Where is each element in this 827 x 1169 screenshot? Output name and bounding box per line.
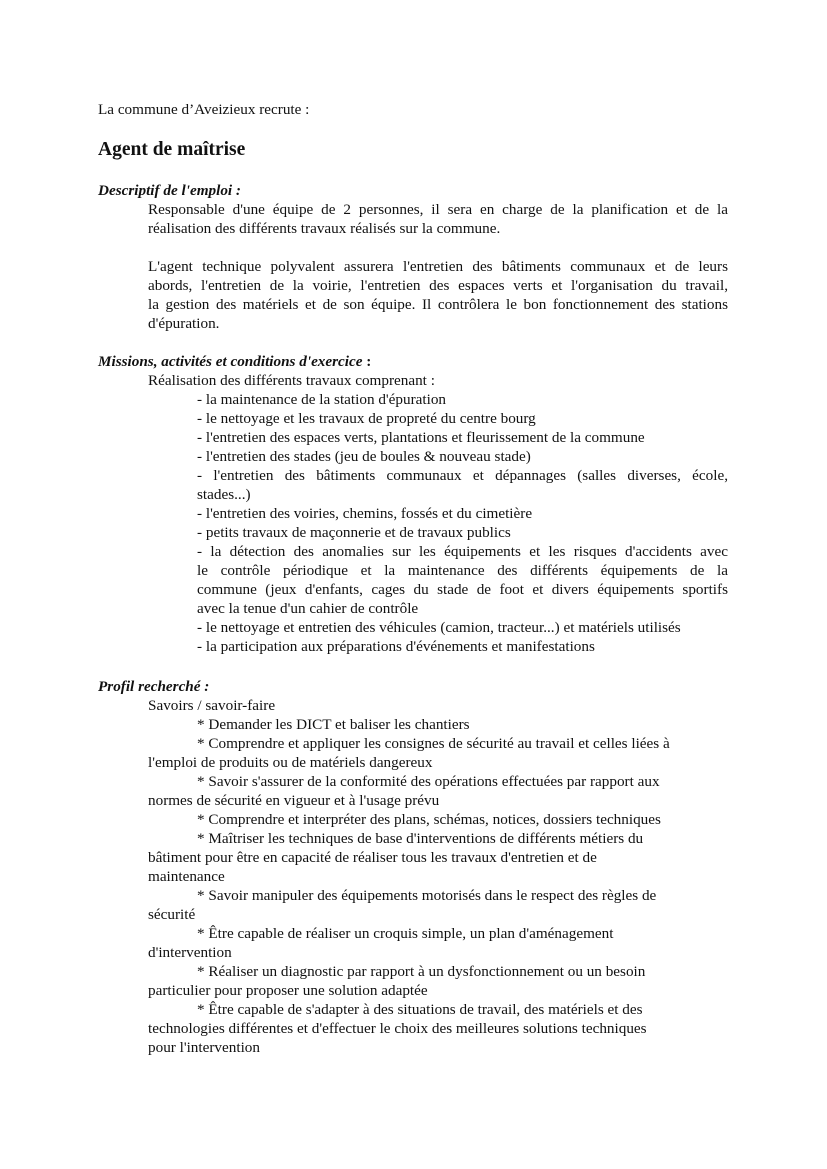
skill-item: * Maîtriser les techniques de base d'interventions de différents métiers du [197, 830, 644, 847]
skill-item-cont: normes de sécurité en vigueur et à l'usage prévu [148, 792, 440, 809]
mission-item-cont: stades...) [197, 486, 251, 503]
section-heading-text: Missions, activités et conditions d'exercice [98, 353, 363, 370]
skill-item-cont: technologies différentes et d'effectuer le choix des meilleures solutions techniques [148, 1020, 647, 1037]
section-heading-descriptif: Descriptif de l'emploi : [98, 182, 241, 199]
missions-intro: Réalisation des différents travaux comprenant : [148, 372, 435, 389]
section-heading-missions [98, 352, 371, 371]
mission-item-cont: le contrôle périodique et la maintenance des différents équipements de la [197, 562, 728, 579]
skill-item-cont: pour l'intervention [148, 1039, 260, 1056]
paragraph-line: réalisation des différents travaux réalisés sur la commune. [148, 220, 501, 237]
skill-item: * Réaliser un diagnostic par rapport à un dysfonctionnement ou un besoin [197, 963, 646, 980]
mission-item: - la participation aux préparations d'événements et manifestations [197, 638, 595, 655]
skill-item: * Être capable de s'adapter à des situations de travail, des matériels et des [197, 1001, 643, 1018]
paragraph-line: L'agent technique polyvalent assurera l'entretien des bâtiments communaux et de leurs [148, 258, 728, 275]
mission-item-cont: commune (jeux d'enfants, cages du stade de foot et divers équipements sportifs [197, 581, 728, 598]
skill-item: * Savoir manipuler des équipements motorisés dans le respect des règles de [197, 887, 657, 904]
mission-item: - petits travaux de maçonnerie et de travaux publics [197, 524, 511, 541]
mission-item: - l'entretien des voiries, chemins, fossés et du cimetière [197, 505, 533, 522]
skill-item-cont: maintenance [148, 868, 225, 885]
mission-item: - la maintenance de la station d'épuration [197, 391, 447, 408]
skill-item-cont: d'intervention [148, 944, 232, 961]
paragraph-line: d'épuration. [148, 315, 220, 332]
section-heading-profil: Profil recherché : [98, 678, 210, 695]
page-title: Agent de maîtrise [98, 139, 246, 160]
skill-item: * Comprendre et appliquer les consignes de sécurité au travail et celles liées à [197, 735, 670, 752]
mission-item: - le nettoyage et entretien des véhicules (camion, tracteur...) et matériels utilisés [197, 619, 681, 636]
mission-item: - l'entretien des stades (jeu de boules & nouveau stade) [197, 448, 531, 465]
mission-item-cont: avec la tenue d'un cahier de contrôle [197, 600, 419, 617]
skill-item: * Savoir s'assurer de la conformité des opérations effectuées par rapport aux [197, 773, 660, 790]
section-heading-colon: : [362, 353, 372, 370]
skill-item: * Être capable de réaliser un croquis simple, un plan d'aménagement [197, 925, 614, 942]
paragraph-line: abords, l'entretien de la voirie, l'entretien des espaces verts et l'organisation du travail, [148, 277, 728, 294]
skill-item-cont: sécurité [148, 906, 196, 923]
profil-subheading: Savoirs / savoir-faire [148, 697, 276, 714]
mission-item: - le nettoyage et les travaux de propreté du centre bourg [197, 410, 536, 427]
skill-item: * Comprendre et interpréter des plans, schémas, notices, dossiers techniques [197, 811, 661, 828]
paragraph-line: la gestion des matériels et de son équipe. Il contrôlera le bon fonctionnement des stations [148, 296, 728, 313]
skill-item-cont: l'emploi de produits ou de matériels dangereux [148, 754, 433, 771]
skill-item-cont: particulier pour proposer une solution adaptée [148, 982, 428, 999]
paragraph-line: Responsable d'une équipe de 2 personnes, il sera en charge de la planification et de la [148, 201, 728, 218]
intro-line: La commune d’Aveizieux recrute : [98, 101, 310, 118]
skill-item: * Demander les DICT et baliser les chantiers [197, 716, 470, 733]
mission-item: - l'entretien des bâtiments communaux et dépannages (salles diverses, école, [197, 467, 728, 484]
skill-item-cont: bâtiment pour être en capacité de réaliser tous les travaux d'entretien et de [148, 849, 597, 866]
mission-item: - la détection des anomalies sur les équipements et les risques d'accidents avec [197, 543, 728, 560]
mission-item: - l'entretien des espaces verts, plantations et fleurissement de la commune [197, 429, 645, 446]
